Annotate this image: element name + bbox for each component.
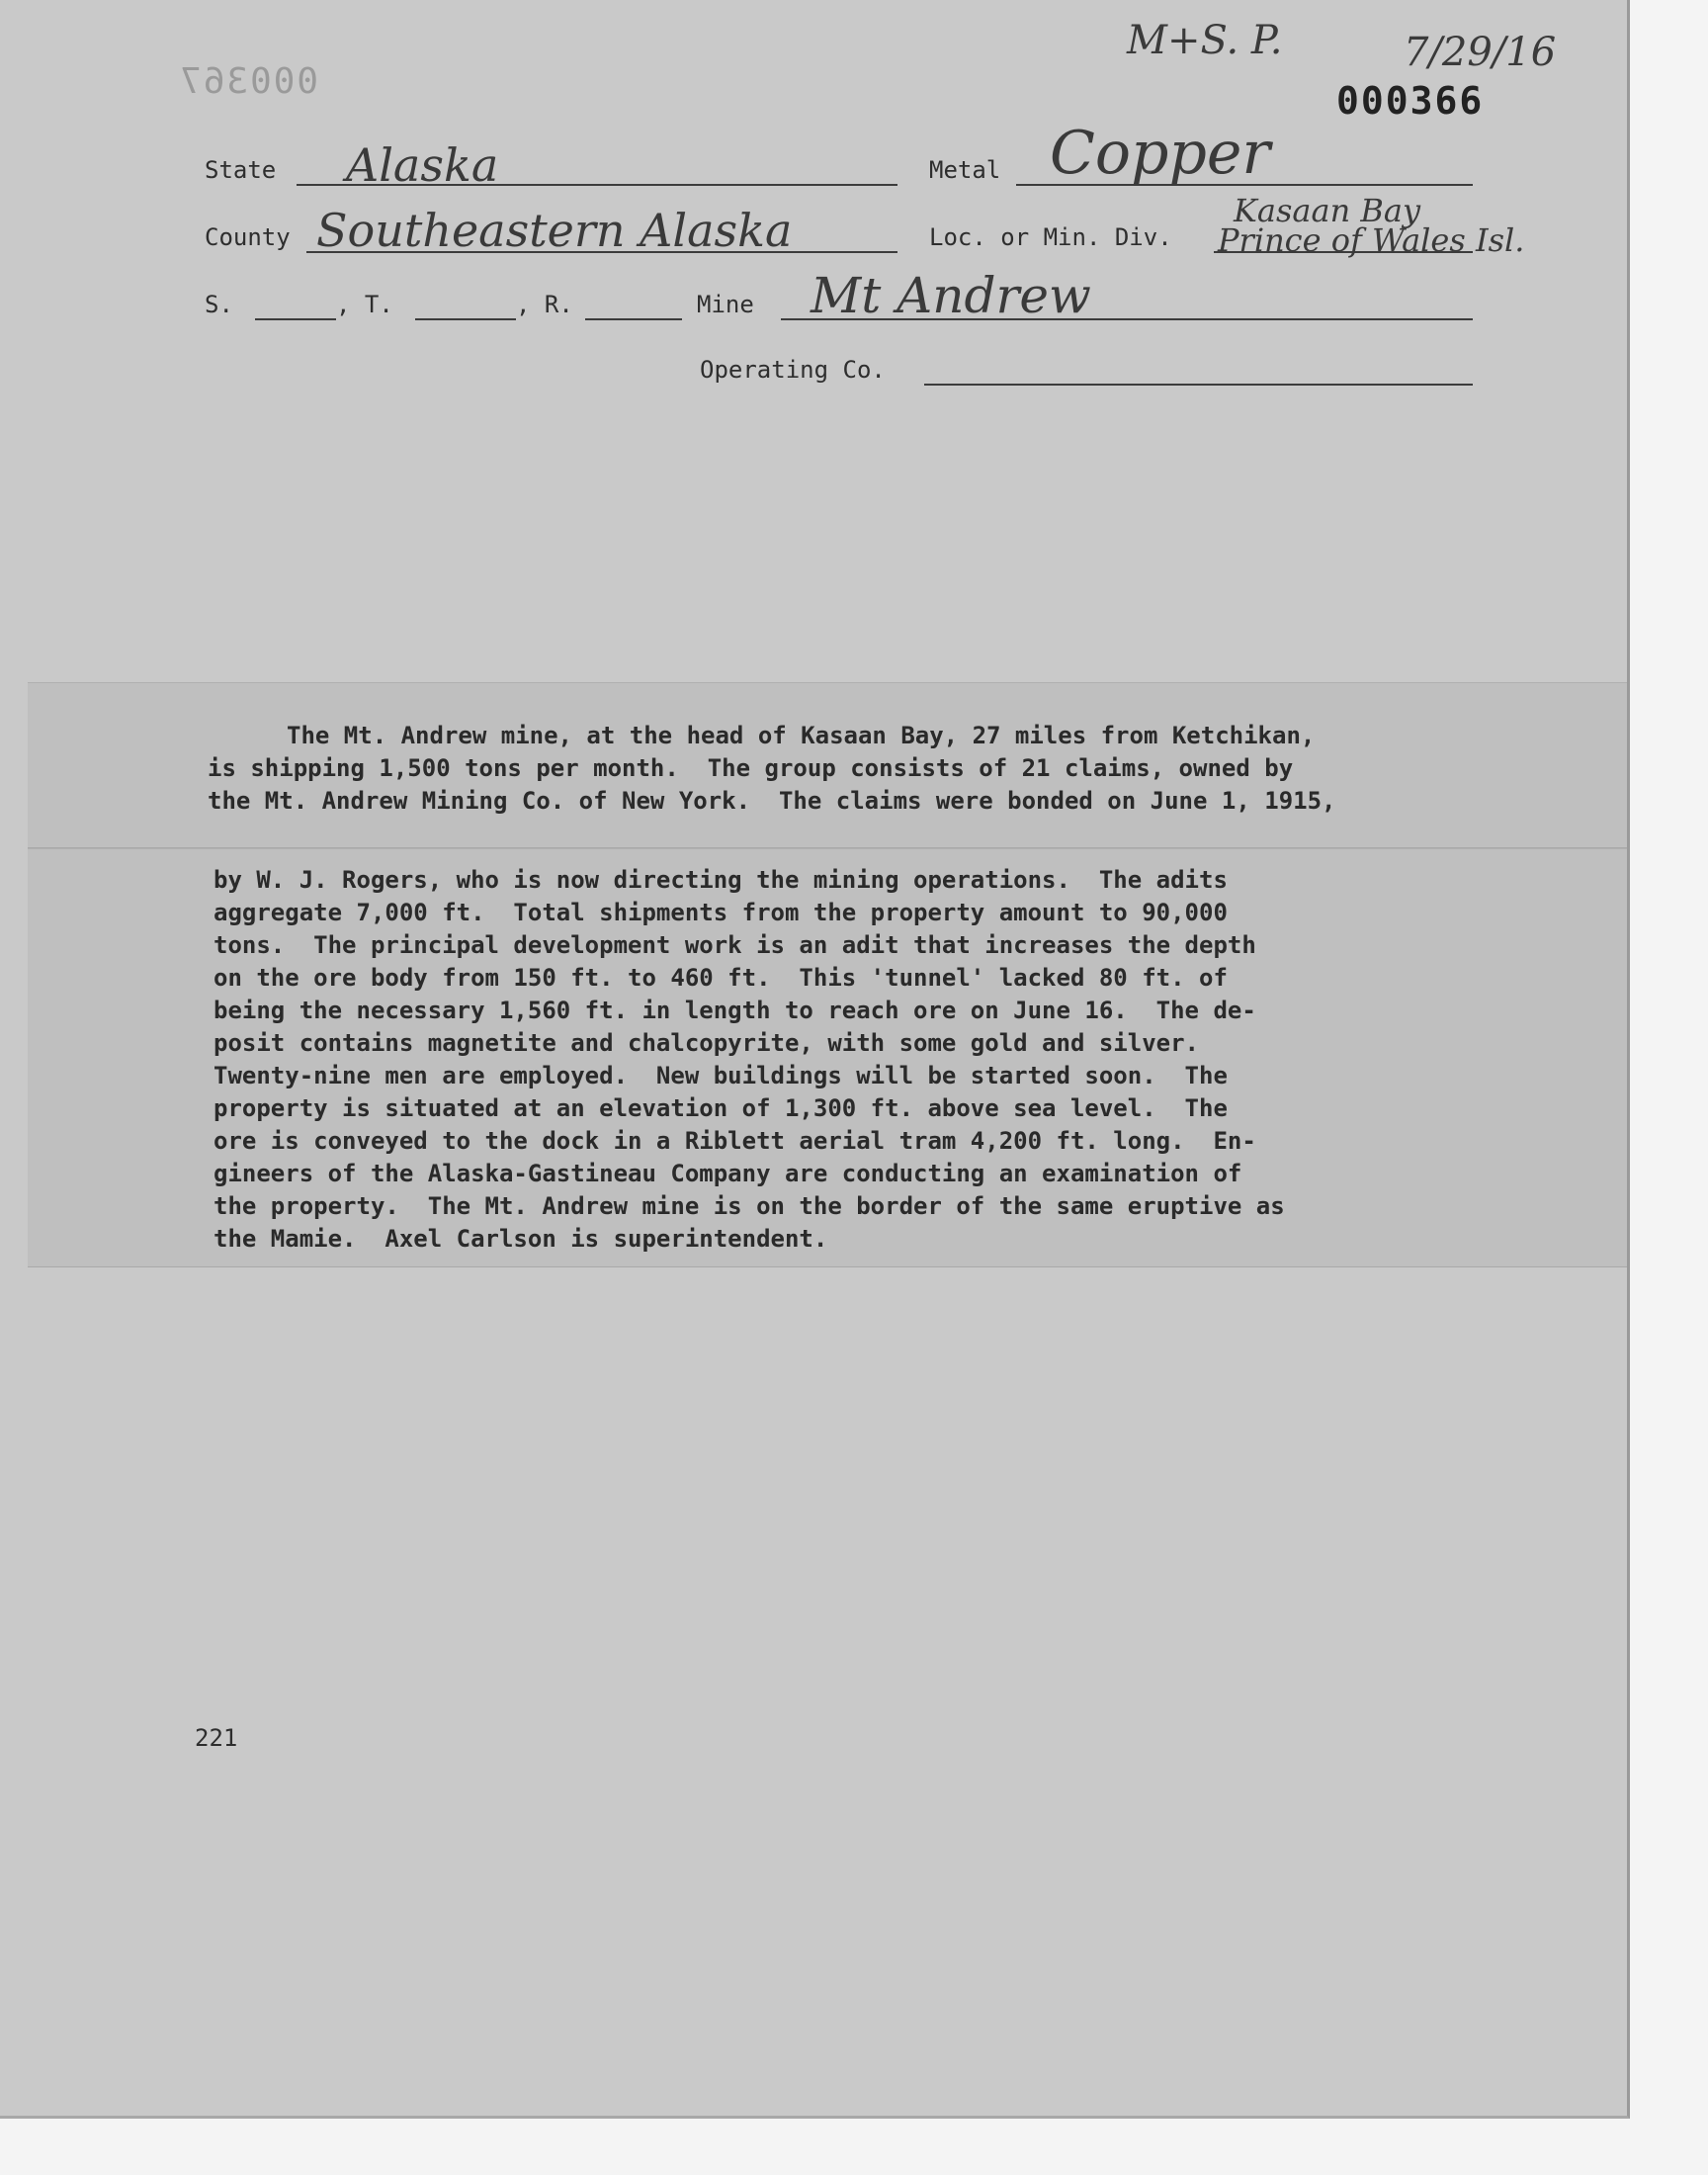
body-line-11: the property. The Mt. Andrew mine is on the border of the same eruptive as [214, 1192, 1285, 1220]
body-line-10: gineers of the Alaska-Gastineau Company are conducting an examination of [214, 1160, 1242, 1187]
state-label: State [205, 156, 277, 184]
body-line-2: aggregate 7,000 ft. Total shipments from the property amount to 90,000 [214, 899, 1228, 926]
metal-value: Copper [1050, 119, 1271, 188]
t-label: , T. [336, 291, 393, 318]
clipping-line-2: is shipping 1,500 tons per month. The group consists of 21 claims, owned by [208, 754, 1294, 782]
clipping-line-3: the Mt. Andrew Mining Co. of New York. The claims were bonded on June 1, 1915, [208, 787, 1336, 815]
state-value: Alaska [346, 138, 499, 192]
s-label: S. [205, 291, 233, 318]
body-line-3: tons. The principal development work is an adit that increases the depth [214, 931, 1256, 959]
r-label: , R. [516, 291, 573, 318]
loc-label: Loc. or Min. Div. [929, 223, 1172, 251]
county-value: Southeastern Alaska [316, 204, 793, 257]
body-line-4: on the ore body from 150 ft. to 460 ft. This 'tunnel' lacked 80 ft. of [214, 964, 1228, 992]
clipping-line-1: The Mt. Andrew mine, at the head of Kasaan Bay, 27 miles from Ketchikan, [287, 722, 1316, 749]
metal-label: Metal [929, 156, 1001, 184]
loc-value-line2: Prince of Wales Isl. [1218, 221, 1525, 259]
body-line-12: the Mamie. Axel Carlson is superintendent. [214, 1225, 828, 1253]
loc-value-line1: Kasaan Bay [1234, 192, 1421, 229]
r-underline [585, 318, 682, 320]
body-line-7: Twenty-nine men are employed. New buildings will be started soon. The [214, 1062, 1228, 1089]
mine-label: Mine [697, 291, 754, 318]
mine-value: Mt Andrew [811, 267, 1091, 324]
body-line-5: being the necessary 1,560 ft. in length to reach ore on June 16. The de- [214, 997, 1256, 1024]
t-underline [415, 318, 516, 320]
body-line-8: property is situated at an elevation of 1,300 ft. above sea level. The [214, 1094, 1228, 1122]
s-underline [255, 318, 336, 320]
header-annotation: M+S. P. [1127, 18, 1283, 63]
footer-number: 221 [195, 1724, 238, 1752]
body-line-9: ore is conveyed to the dock in a Riblett aerial tram 4,200 ft. long. En- [214, 1127, 1256, 1155]
mirror-page-number: 000367 [178, 61, 319, 102]
operating-underline [924, 384, 1473, 386]
page-number: 000366 [1336, 79, 1485, 123]
header-date: 7/29/16 [1404, 30, 1557, 75]
body-line-6: posit contains magnetite and chalcopyrite, with some gold and silver. [214, 1029, 1199, 1057]
county-label: County [205, 223, 291, 251]
body-line-1: by W. J. Rogers, who is now directing the mining operations. The adits [214, 866, 1228, 894]
operating-label: Operating Co. [700, 356, 886, 384]
